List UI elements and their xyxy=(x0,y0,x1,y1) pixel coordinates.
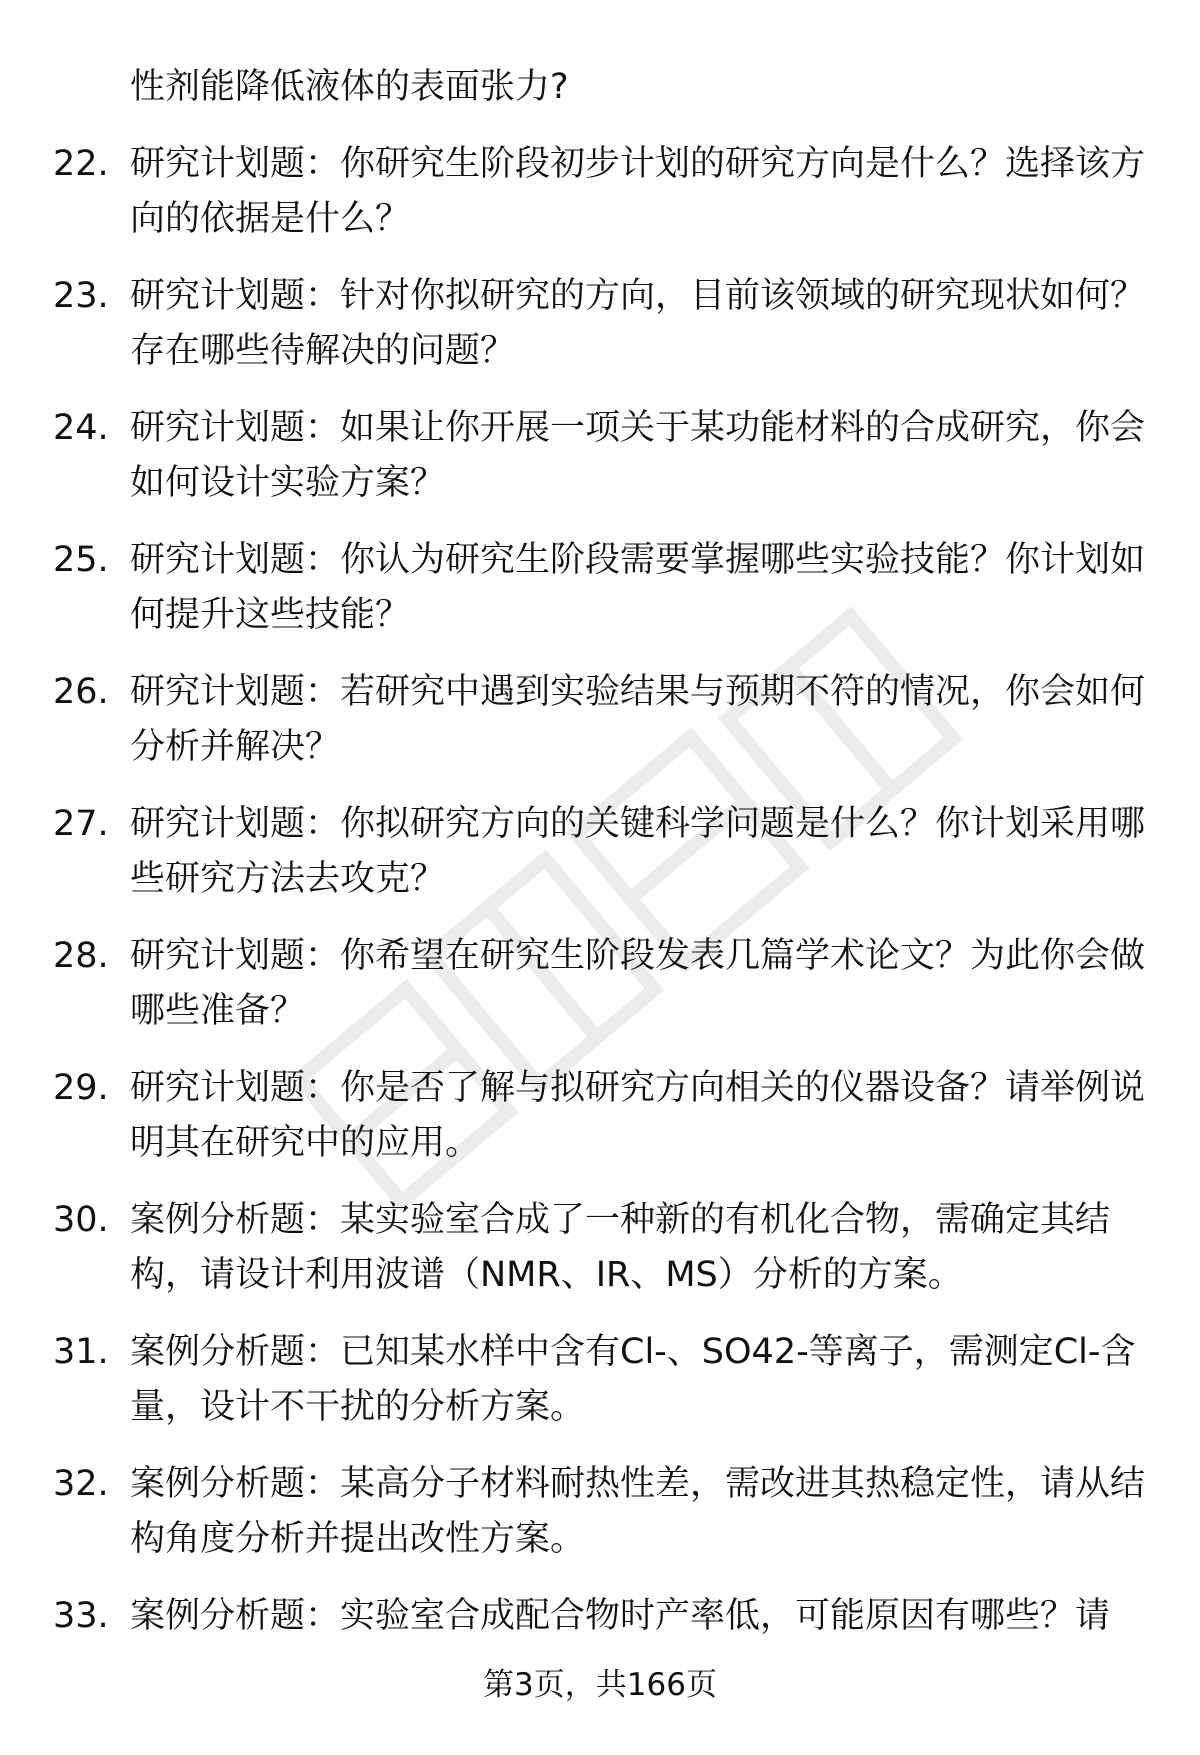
item-text: 案例分析题：某实验室合成了一种新的有机化合物，需确定其结构，请设计利用波谱（NMR、IR、MS）分析的方案。 xyxy=(130,1200,1111,1295)
item-text: 研究计划题：你认为研究生阶段需要掌握哪些实验技能？你计划如何提升这些技能？ xyxy=(130,540,1146,635)
item-text: 研究计划题：针对你拟研究的方向，目前该领域的研究现状如何？存在哪些待解决的问题？ xyxy=(130,276,1146,371)
list-item xyxy=(0,1193,1200,1325)
item-number: 25. xyxy=(53,540,109,580)
item-text: 研究计划题：你拟研究方向的关键科学问题是什么？你计划采用哪些研究方法去攻克？ xyxy=(130,804,1146,899)
item-number: 22. xyxy=(53,144,109,184)
item-text: 研究计划题：你研究生阶段初步计划的研究方向是什么？选择该方向的依据是什么？ xyxy=(130,144,1146,239)
item-number: 32. xyxy=(53,1464,109,1504)
list-item xyxy=(0,1325,1200,1457)
item-text: 研究计划题：若研究中遇到实验结果与预期不符的情况，你会如何分析并解决？ xyxy=(130,672,1146,767)
list-item xyxy=(0,533,1200,665)
item-number: 30. xyxy=(53,1200,109,1240)
list-item xyxy=(0,929,1200,1061)
item-number: 26. xyxy=(53,672,109,712)
item-text: 案例分析题：某高分子材料耐热性差，需改进其热稳定性，请从结构角度分析并提出改性方案。 xyxy=(130,1464,1146,1559)
list-item xyxy=(0,797,1200,929)
question-list xyxy=(0,137,1200,1721)
list-item xyxy=(0,401,1200,533)
item-number: 27. xyxy=(53,804,109,844)
item-number: 33. xyxy=(53,1596,109,1636)
item-number: 29. xyxy=(53,1068,109,1108)
item-text: 研究计划题：你希望在研究生阶段发表几篇学术论文？为此你会做哪些准备？ xyxy=(130,936,1146,1031)
item-text: 研究计划题：如果让你开展一项关于某功能材料的合成研究，你会如何设计实验方案？ xyxy=(130,408,1146,503)
item-text: 研究计划题：你是否了解与拟研究方向相关的仪器设备？请举例说明其在研究中的应用。 xyxy=(130,1068,1146,1163)
list-item xyxy=(0,1457,1200,1589)
list-item xyxy=(0,137,1200,269)
list-item xyxy=(0,665,1200,797)
item-text: 案例分析题：已知某水样中含有Cl-、SO42-等离子，需测定Cl-含量，设计不干扰的分析方案。 xyxy=(130,1332,1136,1427)
item-number: 31. xyxy=(53,1332,109,1372)
continuation-text: 性剂能降低液体的表面张力? xyxy=(130,67,569,107)
item-number: 28. xyxy=(53,936,109,976)
list-item xyxy=(0,269,1200,401)
item-number: 24. xyxy=(53,408,109,448)
item-number: 23. xyxy=(53,276,109,316)
page-footer: 第3页，共166页 xyxy=(483,1667,717,1703)
list-item xyxy=(0,1061,1200,1193)
item-text: 案例分析题：实验室合成配合物时产率低，可能原因有哪些？请 xyxy=(130,1596,1111,1636)
